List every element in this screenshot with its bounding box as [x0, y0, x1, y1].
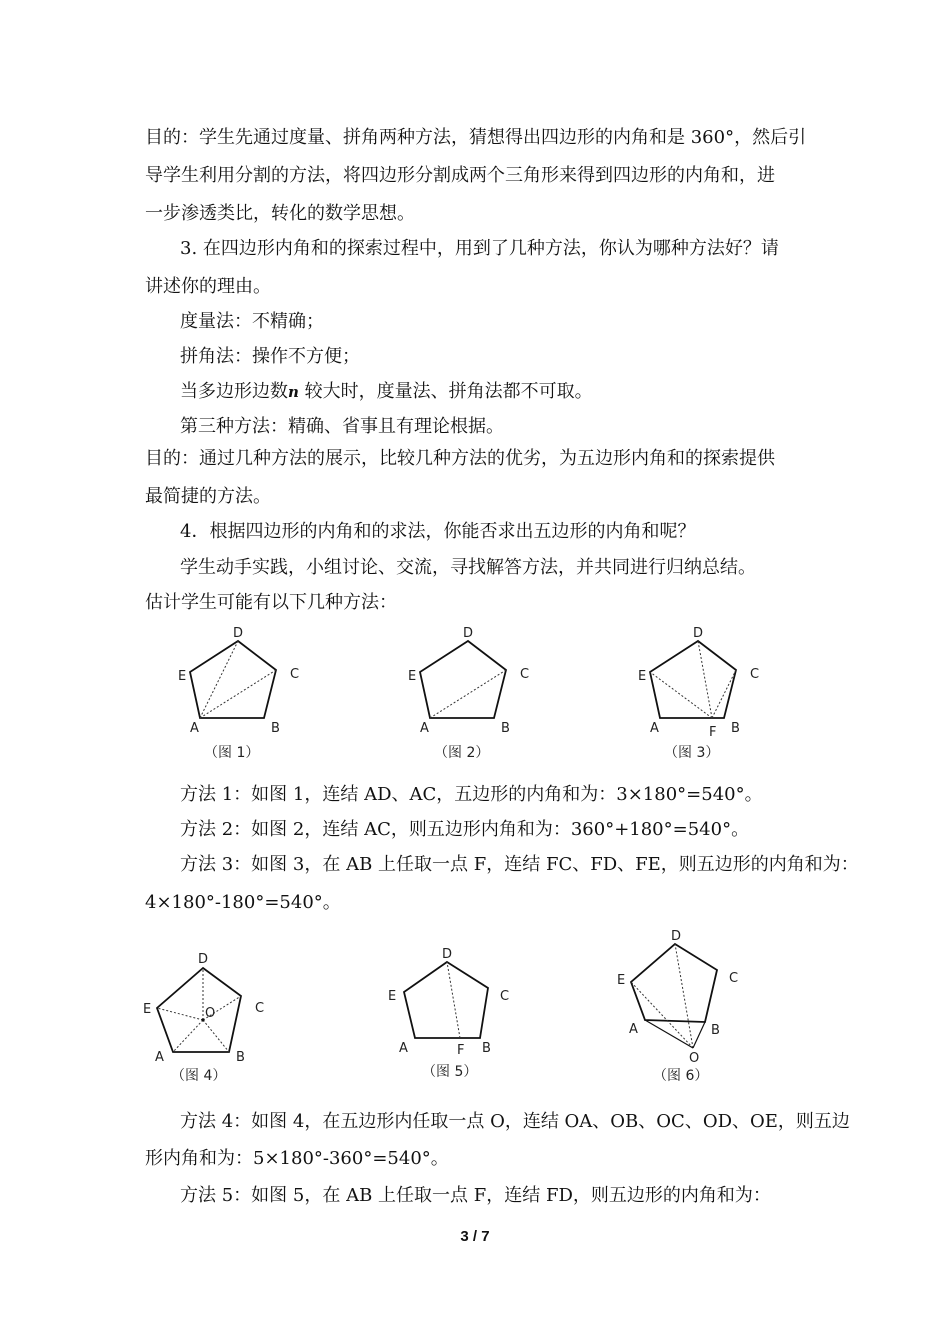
- paragraph-line: 方法 2：如图 2，连结 AC，则五边形内角和为：360°+180°=540°。: [180, 819, 750, 840]
- line-text: 较大时，度量法、拼角法都不可取。: [304, 381, 593, 402]
- paragraph-line: 估计学生可能有以下几种方法：: [145, 592, 397, 613]
- label-a: A: [420, 721, 429, 736]
- label-d: D: [198, 952, 209, 967]
- label-a: A: [650, 721, 659, 736]
- label-o: O: [689, 1051, 700, 1066]
- label-b: B: [482, 1041, 491, 1056]
- label-a: A: [399, 1041, 408, 1056]
- pentagon-shape: [157, 968, 241, 1052]
- pentagon-shape: [650, 641, 736, 718]
- label-b: B: [711, 1023, 720, 1038]
- pentagon-shape: [190, 641, 276, 718]
- label-c: C: [290, 667, 300, 682]
- paragraph-line: 导学生利用分割的方法，将四边形分割成两个三角形来得到四边形的内角和，进: [145, 165, 775, 186]
- segment-fd: [698, 641, 712, 718]
- label-a: A: [190, 721, 199, 736]
- label-d: D: [463, 626, 474, 641]
- segment-fc: [712, 670, 736, 718]
- figure-6: [605, 922, 755, 1087]
- caption-fig3: （图 3）: [664, 745, 720, 761]
- page-number: 3 / 7: [460, 1228, 490, 1245]
- label-d: D: [671, 929, 682, 944]
- paragraph-line: 目的：学生先通过度量、拼角两种方法，猜想得出四边形的内角和是 360°，然后引: [145, 127, 807, 148]
- label-c: C: [729, 971, 739, 986]
- paragraph-line: 方法 4：如图 4，在五边形内任取一点 O，连结 OA、OB、OC、OD、OE，则五边: [180, 1111, 850, 1132]
- label-o: O: [205, 1006, 216, 1021]
- figure-2: [400, 622, 550, 767]
- caption-fig5: （图 5）: [422, 1064, 478, 1080]
- segment-ob: [203, 1020, 229, 1052]
- label-f: F: [457, 1043, 465, 1058]
- paragraph-line: 讲述你的理由。: [145, 276, 271, 297]
- label-d: D: [693, 626, 704, 641]
- label-d: D: [442, 947, 453, 962]
- paragraph-line: 目的：通过几种方法的展示，比较几种方法的优劣，为五边形内角和的探索提供: [145, 448, 775, 469]
- label-b: B: [271, 721, 280, 736]
- paragraph-line: 方法 3：如图 3，在 AB 上任取一点 F，连结 FC、FD、FE，则五边形的内角和为：: [180, 854, 859, 875]
- segment-oa: [173, 1020, 203, 1052]
- label-a: A: [155, 1050, 164, 1065]
- label-c: C: [255, 1001, 265, 1016]
- label-e: E: [638, 669, 647, 684]
- label-d: D: [233, 626, 244, 641]
- label-c: C: [500, 989, 510, 1004]
- paragraph-line: 4×180°-180°=540°。: [145, 892, 341, 913]
- label-b: B: [236, 1050, 245, 1065]
- paragraph-line: 方法 1：如图 1，连结 AD、AC，五边形的内角和为：3×180°=540°。: [180, 784, 763, 805]
- figure-4: [135, 948, 285, 1093]
- diagonal-ac: [430, 670, 506, 718]
- label-f: F: [709, 725, 717, 740]
- paragraph-line: 一步渗透类比，转化的数学思想。: [145, 203, 415, 224]
- pentagon-shape: [631, 944, 717, 1022]
- caption-fig2: （图 2）: [434, 745, 490, 761]
- figure-5: [382, 940, 532, 1085]
- label-a: A: [629, 1022, 638, 1037]
- pentagon-shape: [420, 641, 506, 718]
- segment-fd: [447, 962, 460, 1038]
- figure-3: [630, 622, 780, 767]
- caption-fig6: （图 6）: [653, 1068, 709, 1084]
- label-c: C: [520, 667, 530, 682]
- label-b: B: [731, 721, 740, 736]
- paragraph-line: 最简捷的方法。: [145, 486, 271, 507]
- caption-fig1: （图 1）: [204, 745, 260, 761]
- diagonal-ac: [200, 670, 276, 718]
- segment-oa: [645, 1020, 693, 1048]
- paragraph-line: 度量法：不精确；: [180, 311, 324, 332]
- paragraph-line: 拼角法：操作不方便；: [180, 346, 360, 367]
- label-e: E: [388, 989, 397, 1004]
- paragraph-line: 3. 在四边形内角和的探索过程中，用到了几种方法，你认为哪种方法好？请: [180, 238, 779, 259]
- paragraph-line: 方法 5：如图 5，在 AB 上任取一点 F，连结 FD，则五边形的内角和为：: [180, 1185, 771, 1206]
- label-e: E: [408, 669, 417, 684]
- label-e: E: [617, 973, 626, 988]
- caption-fig4: （图 4）: [171, 1068, 227, 1084]
- segment-oe: [157, 1008, 203, 1020]
- paragraph-line: 学生动手实践，小组讨论、交流，寻找解答方法，并共同进行归纳总结。: [180, 557, 756, 578]
- label-e: E: [143, 1002, 152, 1017]
- label-e: E: [178, 669, 187, 684]
- label-c: C: [750, 667, 760, 682]
- figure-1: [170, 622, 320, 767]
- pentagon-shape: [404, 962, 488, 1038]
- label-b: B: [501, 721, 510, 736]
- segment-ob: [693, 1022, 705, 1048]
- paragraph-line: 4．根据四边形的内角和的求法，你能否求出五边形的内角和呢？: [180, 521, 696, 542]
- variable-n: n: [288, 383, 299, 401]
- paragraph-line: 形内角和为：5×180°-360°=540°。: [145, 1148, 449, 1169]
- paragraph-line: 第三种方法：精确、省事且有理论根据。: [180, 416, 504, 437]
- line-text: 当多边形边数: [180, 381, 288, 402]
